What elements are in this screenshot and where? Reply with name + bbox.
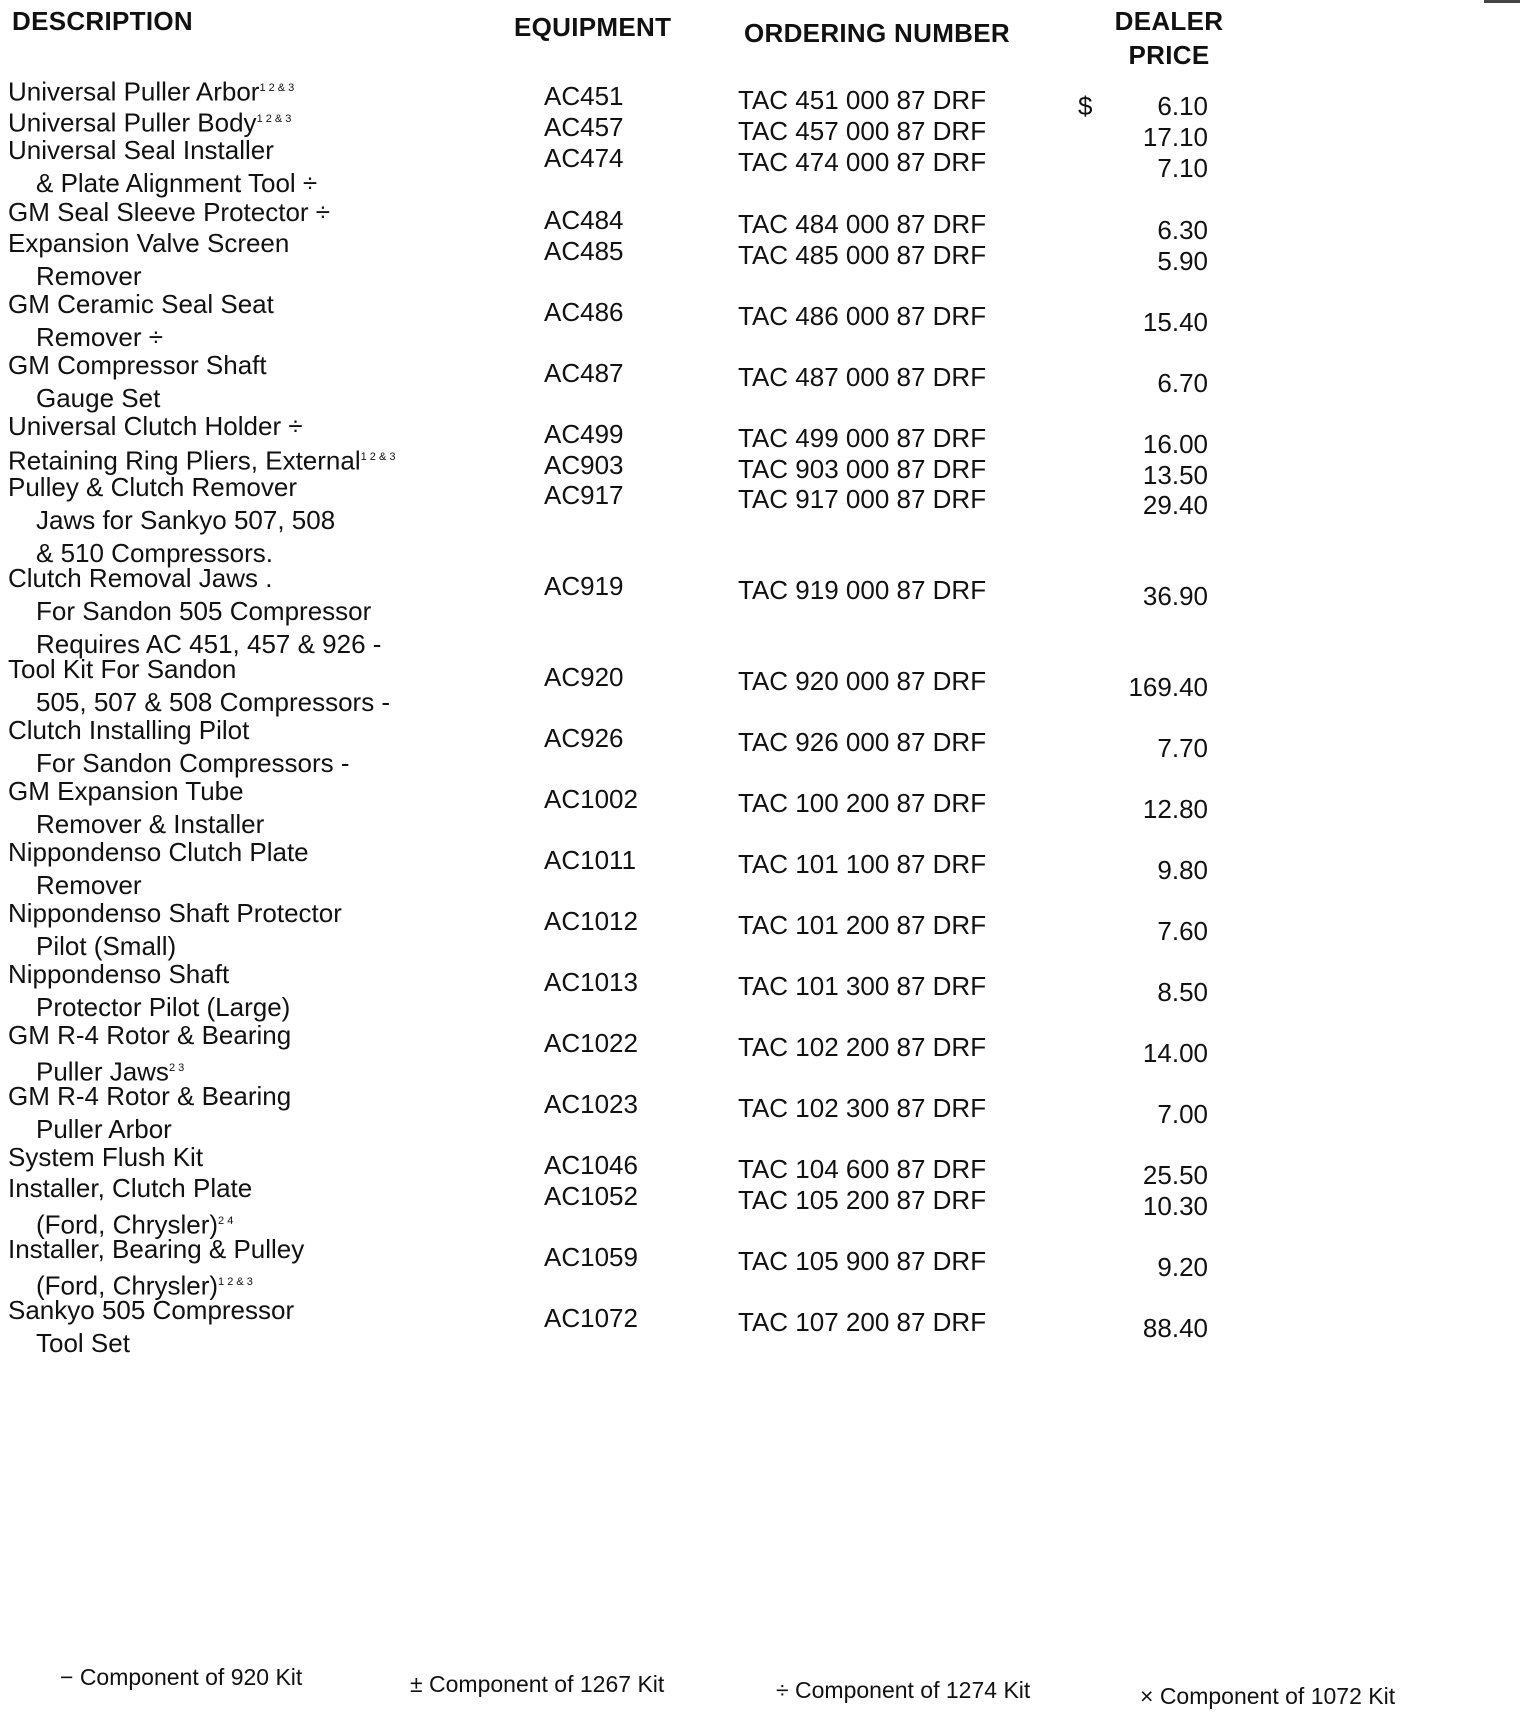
- table-row: [0, 897, 1520, 963]
- row-dealer-price: [1090, 580, 1208, 613]
- description-line: Expansion Valve Screen: [8, 228, 290, 258]
- price-value: 88.40: [1142, 1313, 1208, 1343]
- table-row: [0, 836, 1520, 902]
- table-row: [0, 1172, 1520, 1238]
- row-description: [8, 714, 350, 780]
- description-line: Universal Seal Installer: [8, 135, 274, 165]
- footnote-920-kit: − Component of 920 Kit: [60, 1664, 303, 1690]
- row-ordering-number: TAC 451 000 87 DRF: [738, 85, 987, 115]
- row-description: [8, 288, 274, 354]
- row-ordering-number: TAC 926 000 87 DRF: [738, 727, 987, 757]
- footnote-superscript: 1 2 & 3: [256, 113, 292, 125]
- table-row: [0, 653, 1520, 719]
- price-value: 36.90: [1142, 581, 1208, 611]
- description-text: Retaining Ring Pliers, External: [8, 445, 361, 476]
- row-dealer-price: [1090, 732, 1208, 765]
- description-line: & Plate Alignment Tool ÷: [36, 168, 318, 198]
- row-dealer-price: [1090, 489, 1208, 522]
- table-row: [0, 1233, 1520, 1299]
- price-value: 25.50: [1142, 1160, 1208, 1190]
- price-value: 12.80: [1142, 794, 1208, 824]
- row-dealer-price: [1090, 671, 1208, 704]
- description-line: & 510 Compressors.: [36, 538, 273, 568]
- price-value: 17.10: [1142, 122, 1208, 152]
- table-row: [0, 714, 1520, 780]
- row-dealer-price: [1090, 1251, 1208, 1284]
- price-value: 5.90: [1157, 246, 1208, 276]
- description-text: Universal Puller Body: [8, 107, 257, 138]
- row-description: [8, 775, 264, 841]
- price-value: 8.50: [1157, 977, 1208, 1007]
- header-equipment: EQUIPMENT: [514, 12, 672, 42]
- footnote-1267-kit: ± Component of 1267 Kit: [410, 1671, 665, 1697]
- header-ordering-number: ORDERING NUMBER: [744, 18, 1010, 48]
- description-line: GM Compressor Shaft: [8, 350, 267, 380]
- description-line: GM R-4 Rotor & Bearing: [8, 1020, 292, 1050]
- row-equipment: AC919: [544, 571, 624, 601]
- price-value: 7.70: [1157, 733, 1208, 763]
- row-ordering-number: TAC 485 000 87 DRF: [738, 240, 987, 270]
- price-value: 15.40: [1142, 307, 1208, 337]
- row-dealer-price: [1090, 793, 1208, 826]
- price-value: 16.00: [1142, 429, 1208, 459]
- row-equipment: AC1013: [544, 967, 638, 997]
- description-text: Universal Puller Arbor: [8, 76, 260, 107]
- description-line: Sankyo 505 Compressor: [8, 1295, 295, 1325]
- description-line: Tool Kit For Sandon: [8, 654, 237, 684]
- description-text: (Ford, Chrysler): [36, 1270, 219, 1301]
- row-ordering-number: TAC 101 100 87 DRF: [738, 849, 987, 879]
- price-value: 6.30: [1157, 215, 1208, 245]
- row-ordering-number: TAC 100 200 87 DRF: [738, 788, 987, 818]
- currency-symbol: $: [1078, 91, 1093, 121]
- row-equipment: AC926: [544, 723, 624, 753]
- description-line: GM Seal Sleeve Protector ÷: [8, 197, 331, 227]
- description-line: For Sandon Compressors -: [36, 748, 350, 778]
- row-equipment: AC474: [544, 143, 624, 173]
- description-line: Gauge Set: [36, 383, 161, 413]
- row-ordering-number: TAC 474 000 87 DRF: [738, 147, 987, 177]
- row-ordering-number: TAC 107 200 87 DRF: [738, 1307, 987, 1337]
- footnote-superscript: 2 4: [218, 1215, 234, 1227]
- description-line: Installer, Clutch Plate: [8, 1173, 253, 1203]
- header-dealer-price-line1: DEALER: [1114, 6, 1224, 36]
- row-ordering-number: TAC 102 200 87 DRF: [738, 1032, 987, 1062]
- description-line: Remover: [36, 261, 142, 291]
- description-line: Clutch Removal Jaws .: [8, 563, 273, 593]
- table-row: [0, 134, 1520, 200]
- row-description: [8, 1141, 203, 1174]
- row-dealer-price: [1090, 152, 1208, 185]
- header-dealer-price: [1106, 4, 1232, 72]
- row-description: [8, 836, 309, 902]
- description-line: GM R-4 Rotor & Bearing: [8, 1081, 292, 1111]
- footnote-1274-kit: ÷ Component of 1274 Kit: [776, 1677, 1031, 1703]
- table-row: [0, 775, 1520, 841]
- row-dealer-price: [1090, 915, 1208, 948]
- row-dealer-price: [1090, 1037, 1208, 1070]
- description-line: GM Expansion Tube: [8, 776, 244, 806]
- scan-mark: [1484, 0, 1520, 3]
- price-value: 7.60: [1157, 916, 1208, 946]
- footnote-superscript: 1 2 & 3: [360, 451, 396, 463]
- row-dealer-price: [1090, 1312, 1208, 1345]
- row-ordering-number: TAC 917 000 87 DRF: [738, 484, 987, 514]
- row-equipment: AC457: [544, 112, 624, 142]
- row-dealer-price: [1090, 306, 1208, 339]
- row-ordering-number: TAC 101 300 87 DRF: [738, 971, 987, 1001]
- row-ordering-number: TAC 105 900 87 DRF: [738, 1246, 987, 1276]
- table-row: [0, 1294, 1520, 1360]
- row-equipment: AC451: [544, 81, 624, 111]
- footnote-superscript: 1 2 & 3: [218, 1276, 253, 1288]
- description-line: Tool Set: [36, 1328, 130, 1358]
- description-line: Jaws for Sankyo 507, 508: [36, 505, 336, 535]
- price-value: 14.00: [1142, 1038, 1208, 1068]
- row-description: [8, 349, 267, 415]
- row-description: [8, 562, 381, 661]
- row-dealer-price: [1090, 1190, 1208, 1223]
- description-line: Clutch Installing Pilot: [8, 715, 250, 745]
- row-ordering-number: TAC 102 300 87 DRF: [738, 1093, 987, 1123]
- row-description: [8, 1019, 291, 1089]
- row-equipment: AC486: [544, 297, 624, 327]
- row-description: [8, 1233, 304, 1303]
- row-ordering-number: TAC 920 000 87 DRF: [738, 666, 987, 696]
- row-equipment: AC1052: [544, 1181, 638, 1211]
- row-ordering-number: TAC 104 600 87 DRF: [738, 1154, 987, 1184]
- row-description: [8, 1294, 294, 1360]
- row-equipment: AC484: [544, 205, 624, 235]
- description-text: Puller Jaws: [36, 1056, 169, 1087]
- row-equipment: AC1059: [544, 1242, 638, 1272]
- price-value: 6.10: [1157, 91, 1208, 121]
- row-description: [8, 1080, 291, 1146]
- row-equipment: AC1012: [544, 906, 638, 936]
- description-line: For Sandon 505 Compressor: [36, 596, 372, 626]
- description-line: Puller Arbor: [36, 1114, 172, 1144]
- description-line: Nippondenso Clutch Plate: [8, 837, 309, 867]
- row-description: [8, 1172, 252, 1242]
- description-line: Pulley & Clutch Remover: [8, 472, 297, 502]
- price-value: 9.20: [1157, 1252, 1208, 1282]
- row-description: [8, 958, 290, 1024]
- row-dealer-price: [1090, 854, 1208, 887]
- price-value: 13.50: [1142, 460, 1208, 490]
- row-description: [8, 410, 303, 443]
- table-row: [0, 227, 1520, 293]
- description-line: Nippondenso Shaft Protector: [8, 898, 342, 928]
- price-value: 7.00: [1157, 1099, 1208, 1129]
- header-description: DESCRIPTION: [12, 6, 193, 36]
- price-value: 9.80: [1157, 855, 1208, 885]
- table-row: [0, 288, 1520, 354]
- row-equipment: AC487: [544, 358, 624, 388]
- table-row: [0, 1019, 1520, 1085]
- description-line: Remover & Installer: [36, 809, 265, 839]
- price-value: 169.40: [1128, 672, 1208, 702]
- row-equipment: AC1011: [544, 845, 637, 875]
- row-ordering-number: TAC 487 000 87 DRF: [738, 362, 987, 392]
- row-equipment: AC1046: [544, 1150, 638, 1180]
- row-ordering-number: TAC 919 000 87 DRF: [738, 575, 987, 605]
- row-description: [8, 227, 289, 293]
- row-ordering-number: TAC 484 000 87 DRF: [738, 209, 987, 239]
- row-equipment: AC499: [544, 419, 624, 449]
- row-dealer-price: [1090, 367, 1208, 400]
- row-ordering-number: TAC 105 200 87 DRF: [738, 1185, 987, 1215]
- table-row: [0, 562, 1520, 659]
- description-line: Universal Clutch Holder ÷: [8, 411, 303, 441]
- price-value: 6.70: [1157, 368, 1208, 398]
- description-line: Pilot (Small): [36, 931, 177, 961]
- row-equipment: AC1023: [544, 1089, 638, 1119]
- description-line: Protector Pilot (Large): [36, 992, 291, 1022]
- row-ordering-number: TAC 903 000 87 DRF: [738, 454, 987, 484]
- row-equipment: AC1072: [544, 1303, 638, 1333]
- description-line: System Flush Kit: [8, 1142, 204, 1172]
- footnote-1072-kit: × Component of 1072 Kit: [1140, 1683, 1396, 1709]
- description-line: Remover ÷: [36, 322, 163, 352]
- description-text: (Ford, Chrysler): [36, 1209, 219, 1240]
- header-dealer-price-line2: PRICE: [1128, 40, 1210, 70]
- row-ordering-number: TAC 486 000 87 DRF: [738, 301, 987, 331]
- row-ordering-number: TAC 457 000 87 DRF: [738, 116, 987, 146]
- row-dealer-price: [1090, 976, 1208, 1009]
- row-description: [8, 471, 335, 570]
- price-value: 7.10: [1157, 153, 1208, 183]
- row-dealer-price: [1090, 1098, 1208, 1131]
- price-value: 10.30: [1142, 1191, 1208, 1221]
- description-line: Remover: [36, 870, 142, 900]
- row-equipment: AC1002: [544, 784, 638, 814]
- row-description: [8, 897, 342, 963]
- description-line: Installer, Bearing & Pulley: [8, 1234, 305, 1264]
- row-description: [8, 196, 330, 229]
- row-equipment: AC920: [544, 662, 624, 692]
- row-equipment: AC903: [544, 450, 624, 480]
- row-ordering-number: TAC 499 000 87 DRF: [738, 423, 987, 453]
- row-equipment: AC1022: [544, 1028, 638, 1058]
- row-equipment: AC485: [544, 236, 624, 266]
- table-row: [0, 349, 1520, 415]
- footnote-superscript: 1 2 & 3: [259, 82, 295, 94]
- row-ordering-number: TAC 101 200 87 DRF: [738, 910, 987, 940]
- row-description: [8, 653, 390, 719]
- price-value: 29.40: [1142, 490, 1208, 520]
- description-line: Requires AC 451, 457 & 926 -: [36, 629, 382, 659]
- table-row: [0, 471, 1520, 568]
- description-line: Nippondenso Shaft: [8, 959, 230, 989]
- table-row: [0, 1080, 1520, 1146]
- row-equipment: AC917: [544, 480, 624, 510]
- row-dealer-price: [1090, 245, 1208, 278]
- description-line: 505, 507 & 508 Compressors -: [36, 687, 391, 717]
- row-description: [8, 134, 317, 200]
- description-line: GM Ceramic Seal Seat: [8, 289, 274, 319]
- footnote-superscript: 2 3: [168, 1062, 185, 1074]
- table-row: [0, 958, 1520, 1024]
